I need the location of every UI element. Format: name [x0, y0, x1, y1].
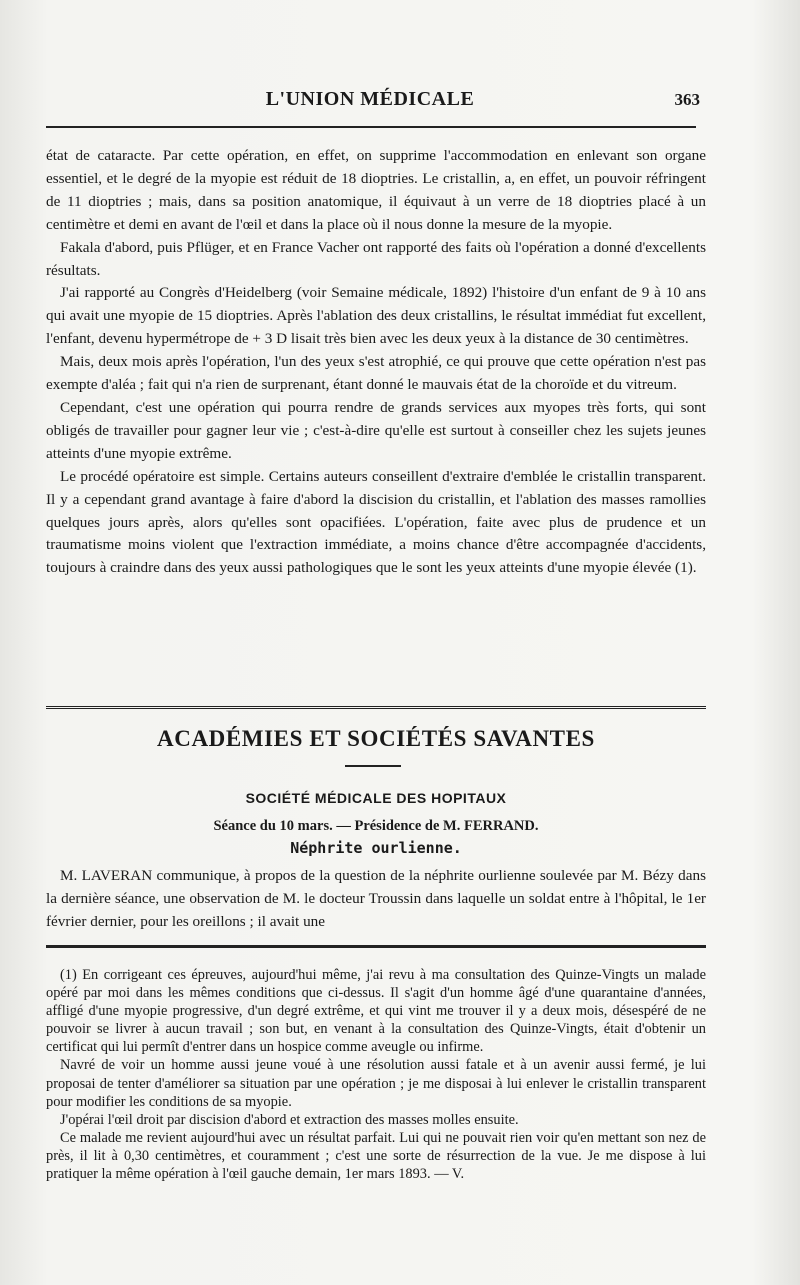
section-title: ACADÉMIES ET SOCIÉTÉS SAVANTES — [157, 726, 595, 751]
footnote — [46, 966, 706, 1183]
society-heading: SOCIÉTÉ MÉDICALE DES HOPITAUX — [245, 790, 507, 806]
footnote-rule — [46, 945, 706, 948]
section-rule — [46, 706, 706, 709]
article-paragraph-6: Le procédé opératoire est simple. Certains auteurs conseillent d'extraire d'emblée le cristallin transparent. Il y a cependant grand avantage à faire d'abord la discision du cristallin, et l'ablation des masses ramollies quelques jours après, alors qu'elles sont opacifiées. L'opération, faite avec plus de prudence et un traumatisme moins violent que l'extraction immédiate, a moins chance d'être accompagnée d'accidents, toujours à craindre dans des yeux aussi pathologiques que le sont les yeux atteints d'une myopie élevée (1). — [46, 467, 706, 577]
article-paragraph-3: J'ai rapporté au Congrès d'Heidelberg (voir Semaine médicale, 1892) l'histoire d'un enfant de 9 à 10 ans qui avait une myopie de 15 dioptries. Après l'ablation des deux cristallins, le résultat immédiat fut excellent, l'enfant, devenu hypermétrope de + 3 D lisait très bien avec les deux yeux à la distance de 30 centimètres. — [46, 284, 706, 348]
article-paragraph-4: Mais, deux mois après l'opération, l'un des yeux s'est atrophié, ce qui prouve que cette opération n'est pas exempte d'aléa ; fait qui n'a rien de surprenant, étant donné le mauvais état de la choroïde et du vitreum. — [46, 353, 706, 394]
footnote-paragraph-2: Navré de voir un homme aussi jeune voué à une résolution aussi fatale et à un avenir aussi fermé, je lui proposai de tenter d'améliorer sa situation par une opération ; je me disposai à lui enlever le cristallin transparent pour modifier les conditions de sa myopie. — [46, 1057, 706, 1110]
section-paragraph: M. LAVERAN communique, à propos de la question de la néphrite ourlienne soulevée par M. Bézy dans la dernière séance, une observation de M. le docteur Troussin dans laquelle un soldat entre à l'hôpital, le 1er février dernier, pour les oreillons ; il avait une — [46, 867, 706, 930]
article-paragraph-1: état de cataracte. Par cette opération, en effet, on supprime l'accommodation en enlevant son organe essentiel, et le degré de la myopie est réduit de 18 dioptries. Le cristallin, a, en effet, un pouvoir réfringent de 11 dioptries ; mais, dans sa position anatomique, il équivaut à un verre de 18 dioptries placé à un centimètre et demi en avant de l'œil et dans la place où il nous donne la mesure de la myopie. — [46, 147, 706, 233]
running-header — [40, 88, 700, 118]
article-paragraph-2: Fakala d'abord, puis Pflüger, et en France Vacher ont rapporté des faits où l'opération a donné d'excellents résultats. — [46, 238, 706, 279]
footnote-paragraph-3: J'opérai l'œil droit par discision d'abord et extraction des masses molles ensuite. — [60, 1111, 519, 1128]
subject-heading: Néphrite ourlienne. — [290, 839, 462, 857]
header-rule — [46, 126, 696, 128]
article-paragraph-5: Cependant, c'est une opération qui pourra rendre de grands services aux myopes très forts, qui sont obligés de travailler pour gagner leur vie ; c'est-à-dire qu'elle est surtout à conseiller chez les sujets jeunes atteints d'une myopie extrême. — [46, 398, 706, 462]
running-title: L'UNION MÉDICALE — [265, 88, 475, 110]
page-number: 363 — [674, 90, 700, 109]
article-body — [46, 145, 706, 580]
footnote-paragraph-4: Ce malade me revient aujourd'hui avec un résultat parfait. Lui qui ne pouvait rien voir qu'en mettant son nez de près, il lit à 0,30 centimètres, et couramment ; c'est une sorte de résurrection de la vue. Je me dispose à lui pratiquer la même opération à l'œil gauche demain, 1er mars 1893. — V. — [46, 1129, 706, 1183]
footnote-paragraph-1: (1) En corrigeant ces épreuves, aujourd'hui même, j'ai revu à ma consultation des Quinze-Vingts un malade opéré par moi dans les mêmes conditions que ci-dessus. Il s'agit d'un homme âgé d'une quarantaine d'années, affligé d'une myopie progressive, d'un degré extrême, et qui vint me trouver il y a deux mois, désespéré de ne pouvoir se livrer à aucun travail ; son but, en venant à la consultation des Quinze-Vingts, était d'obtenir un certificat qui lui permît d'entrer dans un hospice comme aveugle ou infirme. — [46, 967, 706, 1056]
section-short-rule — [345, 765, 401, 767]
section-body — [46, 864, 706, 933]
seance-line: Séance du 10 mars. — Présidence de M. FERRAND. — [213, 818, 539, 834]
